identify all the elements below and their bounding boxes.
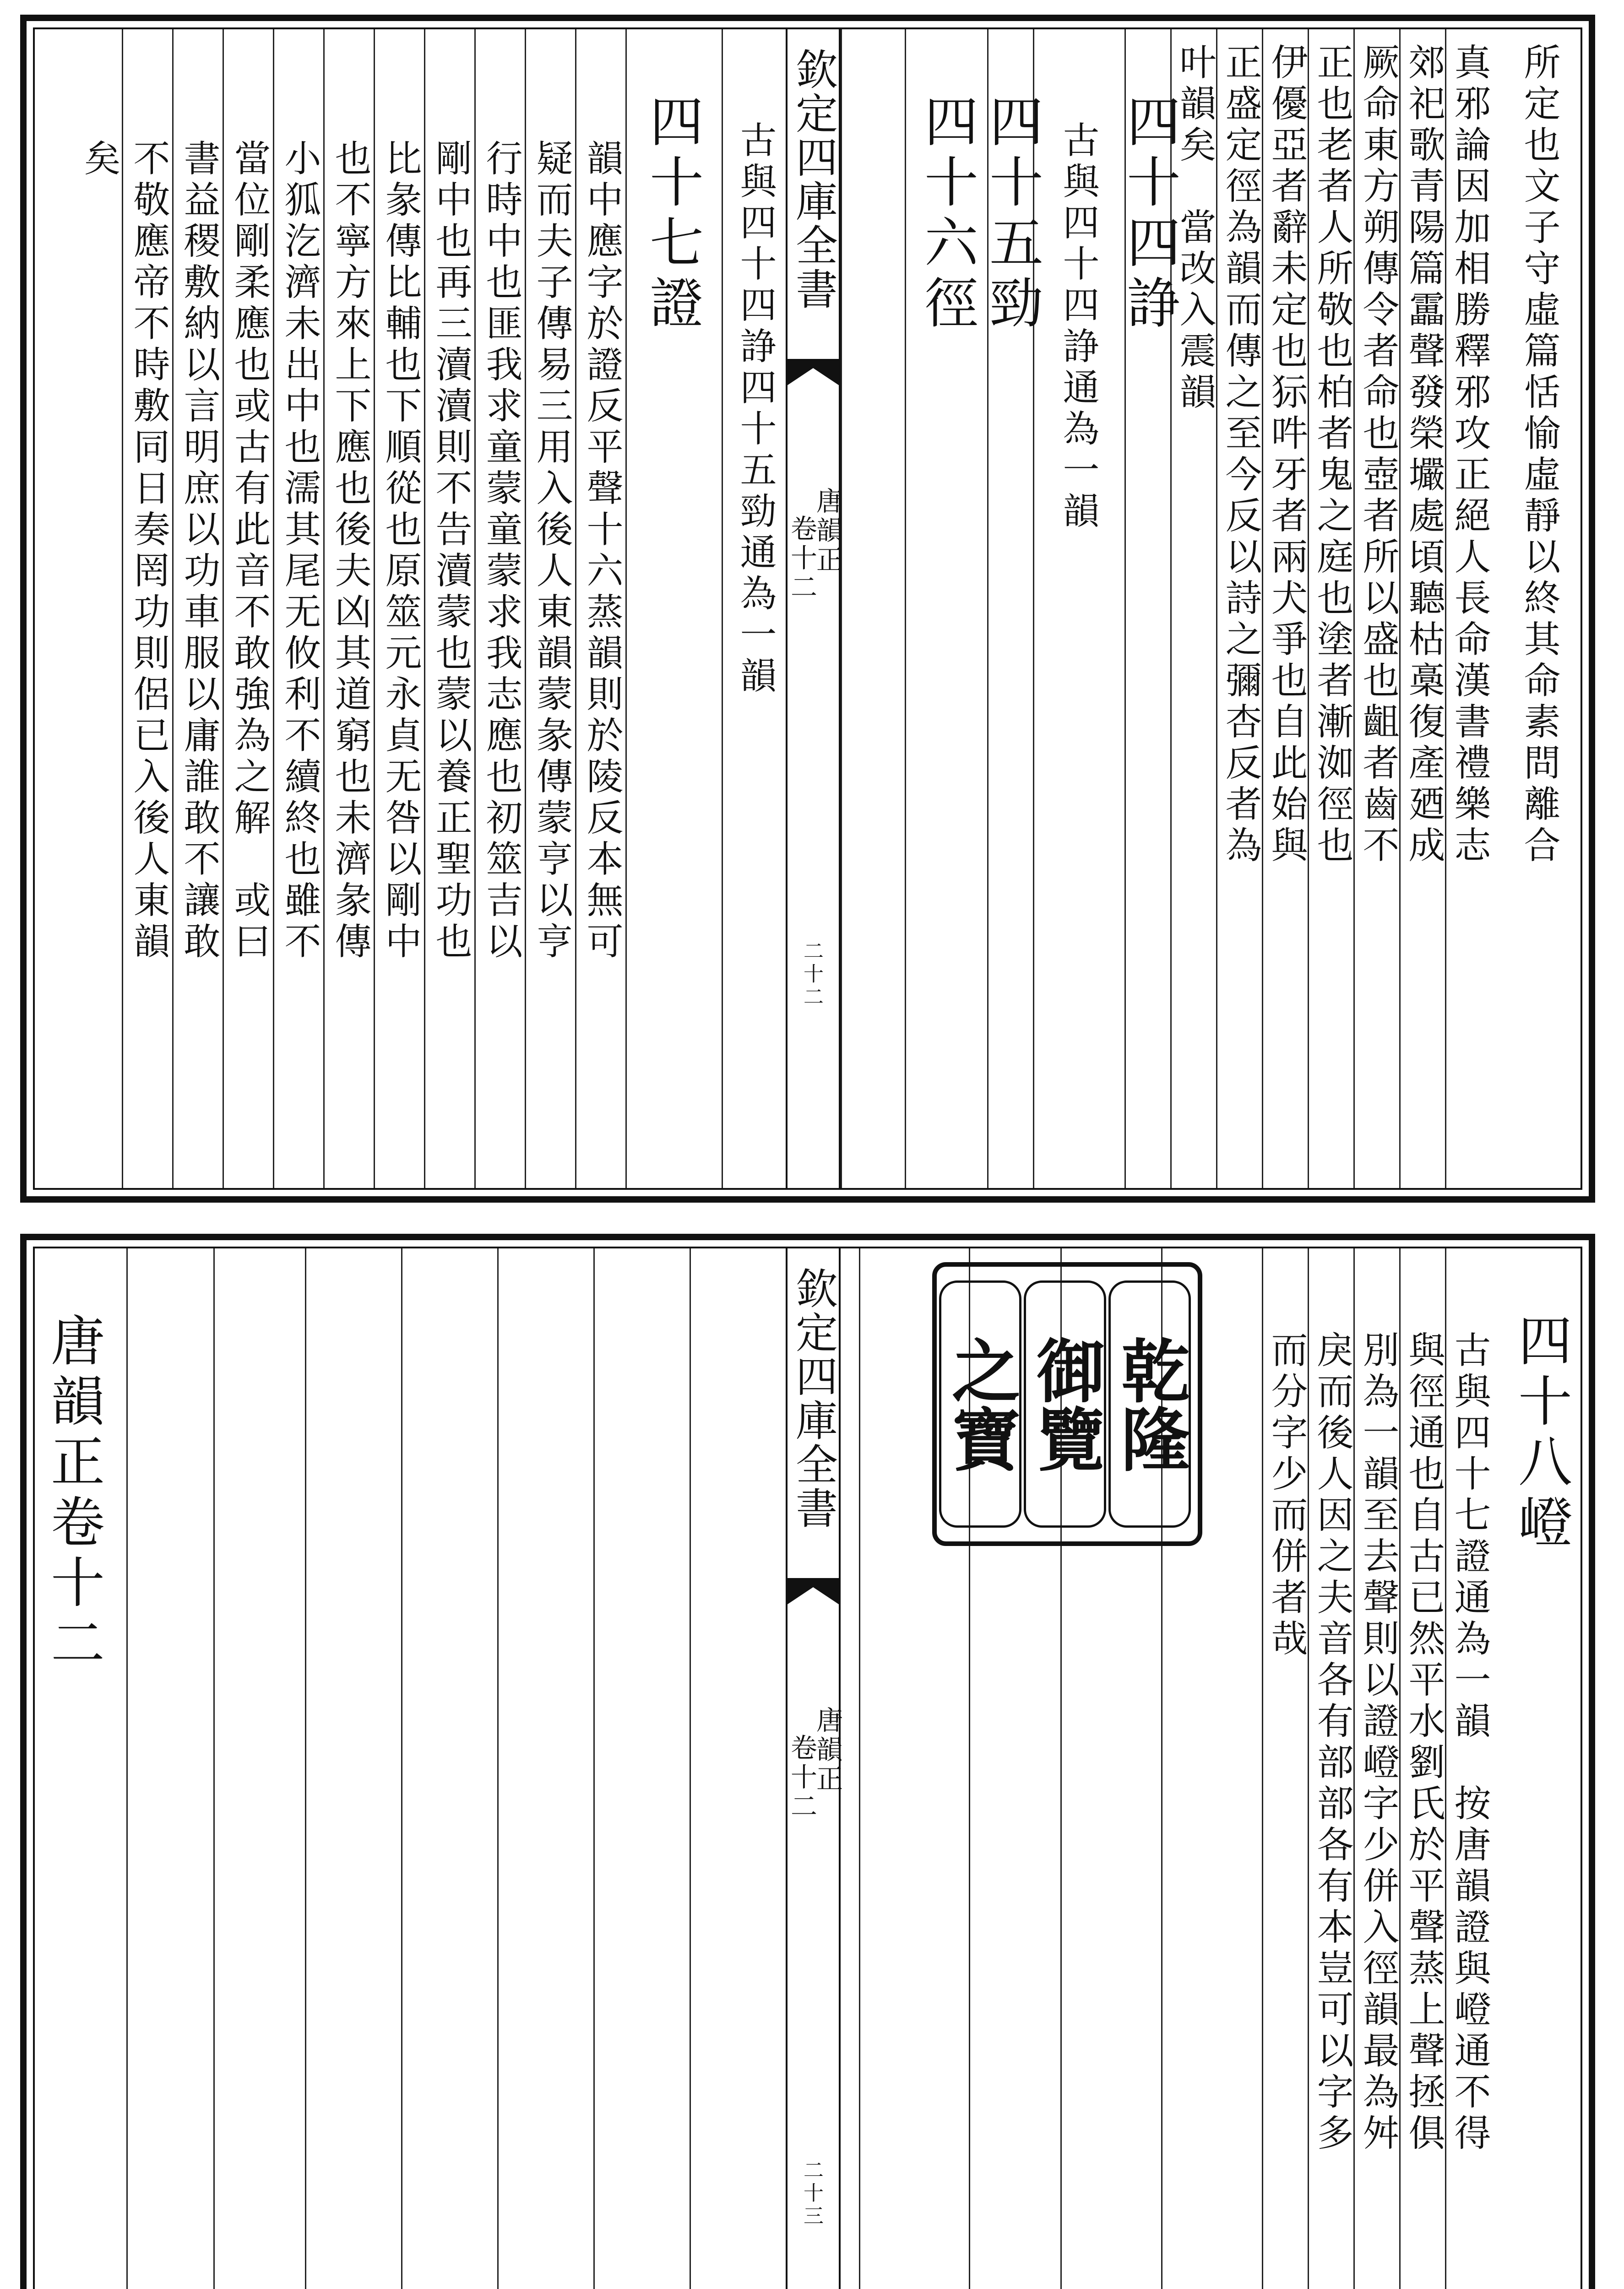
rhyme-heading: 四十六徑 bbox=[915, 93, 978, 335]
text-line: 郊祀歌青陽篇靁聲發榮壧處頃聽枯槀復產廼成 bbox=[1402, 43, 1445, 867]
text-column bbox=[980, 29, 1043, 1188]
top-page-frame bbox=[33, 27, 1582, 1190]
book-title: 欽定四庫全書 bbox=[789, 48, 838, 311]
text-column bbox=[213, 1248, 305, 2289]
text-column bbox=[1262, 1248, 1308, 2289]
margin-title: 唐韻正 bbox=[812, 487, 843, 575]
rhyme-heading: 四十四諍 bbox=[1118, 93, 1181, 335]
text-column bbox=[1308, 29, 1353, 1188]
text-column bbox=[1216, 29, 1262, 1188]
text-column bbox=[525, 29, 575, 1188]
text-column bbox=[1445, 1248, 1491, 2289]
text-line: 厥命東方朔傳令者命也壺者所以盛也齟者齒不 bbox=[1357, 43, 1399, 867]
text-line: 真邪論因加相勝釋邪攻正絕人長命漢書禮樂志 bbox=[1448, 43, 1491, 867]
top-page bbox=[20, 15, 1595, 1203]
rhyme-heading: 四十五勁 bbox=[980, 93, 1043, 335]
text-line: 正也老者人所敬也柏者鬼之庭也塗者漸洳徑也 bbox=[1311, 43, 1353, 867]
text-column bbox=[126, 1248, 213, 2289]
fold-strip bbox=[786, 1248, 841, 2289]
text-column bbox=[625, 29, 722, 1188]
folio-number: 二十三 bbox=[800, 2159, 823, 2228]
text-column bbox=[841, 29, 905, 1188]
text-line: 比彖傳比輔也下順從也原筮元永貞无咎以剛中 bbox=[379, 139, 422, 963]
text-line: 不敬應帝不時敷同日奏罔功則侶已入後人東韻 bbox=[127, 139, 170, 963]
folio-number: 二十二 bbox=[800, 940, 823, 1009]
text-line: 所定也文子守虛篇恬愉虛靜以終其命素問離合 bbox=[1518, 43, 1560, 867]
text-column bbox=[1445, 29, 1491, 1188]
text-column bbox=[1491, 29, 1587, 1188]
text-column bbox=[374, 29, 424, 1188]
text-line: 小狐汔濟未出中也濡其尾无攸利不續終也雖不 bbox=[278, 139, 321, 963]
text-line: 書益稷敷納以言明庶以功車服以庸誰敢不讓敢 bbox=[178, 139, 220, 963]
text-column bbox=[722, 29, 786, 1188]
text-column bbox=[35, 1248, 126, 2289]
text-line: 叶韻矣 當改入震韻 bbox=[1173, 43, 1216, 414]
text-column bbox=[401, 1248, 497, 2289]
margin-volume: 卷十二 bbox=[786, 1734, 817, 1822]
text-line: 也不寧方來上下應也後夫凶其道窮也未濟彖傳 bbox=[329, 139, 371, 963]
seal-column: 御 覽 bbox=[1024, 1280, 1106, 1528]
book-title: 欽定四庫全書 bbox=[789, 1267, 838, 1530]
text-column bbox=[497, 1248, 593, 2289]
text-column bbox=[273, 29, 323, 1188]
fishtail-mark-icon bbox=[786, 359, 841, 386]
text-column bbox=[223, 29, 273, 1188]
fishtail-mark-icon bbox=[786, 1578, 841, 1606]
bottom-page bbox=[20, 1234, 1595, 2289]
text-line: 行時中也匪我求童蒙童蒙求我志應也初筮吉以 bbox=[480, 139, 522, 963]
text-line: 古與四十四諍四十五勁通為一韻 bbox=[734, 121, 777, 698]
text-column bbox=[323, 29, 374, 1188]
text-column bbox=[305, 1248, 401, 2289]
fold-strip bbox=[786, 29, 841, 1188]
text-column bbox=[690, 1248, 786, 2289]
imperial-seal-icon bbox=[932, 1262, 1202, 1546]
text-column bbox=[172, 29, 223, 1188]
margin-title: 唐韻正 bbox=[812, 1706, 843, 1794]
text-column bbox=[424, 29, 474, 1188]
text-line: 韻中應字於證反平聲十六蒸韻則於陵反本無可 bbox=[581, 139, 623, 963]
text-column bbox=[1353, 1248, 1399, 2289]
text-column bbox=[1491, 1248, 1587, 2289]
bottom-page-frame bbox=[33, 1247, 1582, 2289]
volume-end-title: 唐韻正卷十二 bbox=[42, 1313, 105, 1675]
text-line: 別為一韻至去聲則以證嶝字少併入徑韻最為舛 bbox=[1357, 1331, 1399, 2155]
text-column bbox=[1353, 29, 1399, 1188]
seal-column: 之 寶 bbox=[939, 1280, 1021, 1528]
text-column bbox=[474, 29, 525, 1188]
text-line: 伊優亞者辭未定也狋吽牙者兩犬爭也自此始與 bbox=[1265, 43, 1308, 867]
rhyme-heading: 四十八嶝 bbox=[1509, 1313, 1572, 1554]
text-line: 與徑通也自古已然平水劉氏於平聲蒸上聲拯俱 bbox=[1402, 1331, 1445, 2155]
text-column bbox=[593, 1248, 690, 2289]
text-line: 剛中也再三瀆瀆則不告瀆蒙也蒙以養正聖功也 bbox=[429, 139, 472, 963]
text-column bbox=[35, 29, 122, 1188]
margin-volume: 卷十二 bbox=[786, 515, 817, 602]
seal-column: 乾 隆 bbox=[1108, 1280, 1191, 1528]
rhyme-heading: 四十七證 bbox=[641, 93, 704, 335]
text-line: 疑而夫子傳易三用入後人東韻蒙彖傳蒙亨以亨 bbox=[530, 139, 573, 963]
text-line: 矣 bbox=[78, 139, 120, 180]
text-column bbox=[1399, 1248, 1445, 2289]
text-column bbox=[1399, 29, 1445, 1188]
text-line: 而分字少而併者哉 bbox=[1265, 1331, 1308, 1660]
text-column bbox=[1033, 29, 1124, 1188]
text-line: 當位剛柔應也或古有此音不敢強為之解 或曰 bbox=[228, 139, 271, 963]
text-column bbox=[575, 29, 625, 1188]
text-column bbox=[1262, 29, 1308, 1188]
text-line: 古與四十四諍通為一韻 bbox=[1057, 121, 1099, 533]
text-column bbox=[1308, 1248, 1353, 2289]
text-line: 古與四十七證通為一韻 按唐韻證與嶝通不得 bbox=[1448, 1331, 1491, 2155]
text-line: 戾而後人因之夫音各有部部各有本豈可以字多 bbox=[1311, 1331, 1353, 2155]
text-column bbox=[122, 29, 172, 1188]
text-line: 正盛定徑為韻而傳之至今反以詩之彌杏反者為 bbox=[1219, 43, 1262, 867]
text-column bbox=[905, 29, 987, 1188]
text-column bbox=[1118, 29, 1181, 1188]
